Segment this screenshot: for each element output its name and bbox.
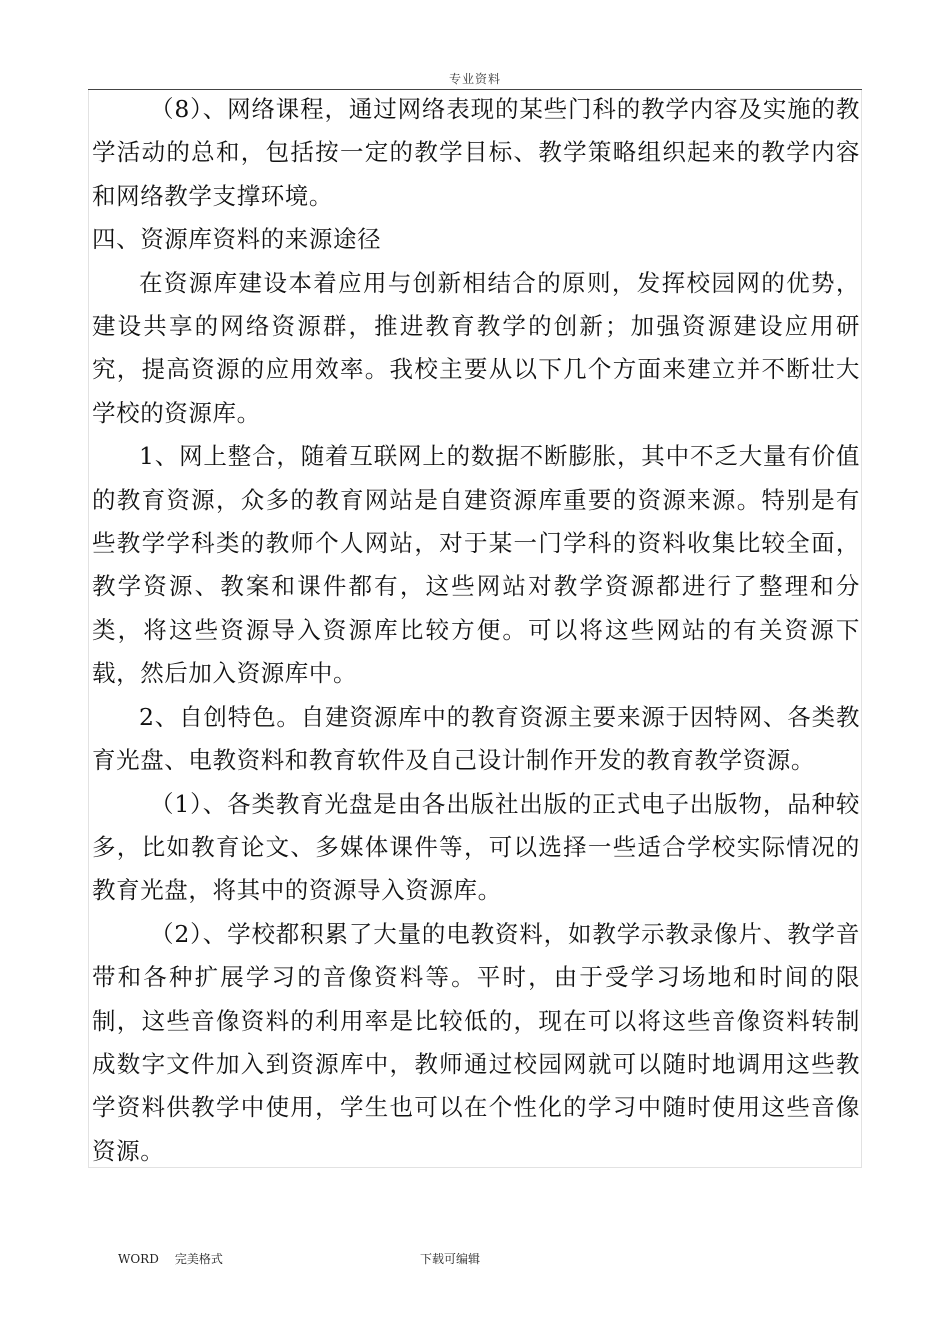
paragraph-resource-intro: 在资源库建设本着应用与创新相结合的原则，发挥校园网的优势，建设共享的网络资源群，推进教育教学的创新；加强资源建设应用研究，提高资源的应用效率。我校主要从以下几个方面来建立并不断壮大学校的资源库。 (92, 268, 860, 427)
paragraph-network-course: （8）、网络课程，通过网络表现的某些门科的教学内容及实施的教学活动的总和，包括按一定的教学目标、教学策略组织起来的教学内容和网络教学支撑环境。 (92, 95, 860, 210)
footer-format-label: 完美格式 (174, 1252, 223, 1266)
footer-word-label: WORD (118, 1252, 159, 1266)
paragraph-online-integration: 1、网上整合，随着互联网上的数据不断膨胀，其中不乏大量有价值的教育资源，众多的教育网站是自建资源库重要的资源来源。特别是有些教学学科类的教师个人网站，对于某一门学科的资料收集比较全面，教学资源、教案和课件都有，这些网站对教学资源都进行了整理和分类，将这些资源导入资源库比较方便。可以将这些网站的有关资源下载，然后加入资源库中。 (92, 442, 860, 688)
section-heading-resource-sources: 四、资源库资料的来源途径 (92, 225, 382, 254)
paragraph-self-created: 2、自创特色。自建资源库中的教育资源主要来源于因特网、各类教育光盘、电教资料和教育软件及自己设计制作开发的教育教学资源。 (92, 702, 860, 775)
footer-editable-label: 下载可编辑 (420, 1252, 481, 1266)
paragraph-av-materials: （2）、学校都积累了大量的电教资料，如教学示教录像片、教学音带和各种扩展学习的音像资料等。平时，由于受学习场地和时间的限制，这些音像资料的利用率是比较低的，现在可以将这些音像资料转制成数字文件加入到资源库中，教师通过校园网就可以随时地调用这些教学资料供教学中使用，学生也可以在个性化的学习中随时使用这些音像资源。 (92, 919, 860, 1165)
document-body (92, 88, 860, 1173)
footer-left (118, 1250, 223, 1267)
paragraph-educational-discs: （1）、各类教育光盘是由各出版社出版的正式电子出版物，品种较多，比如教育论文、多媒体课件等，可以选择一些适合学校实际情况的教育光盘，将其中的资源导入资源库。 (92, 789, 860, 905)
page-header-label: 专业资料 (448, 72, 501, 86)
